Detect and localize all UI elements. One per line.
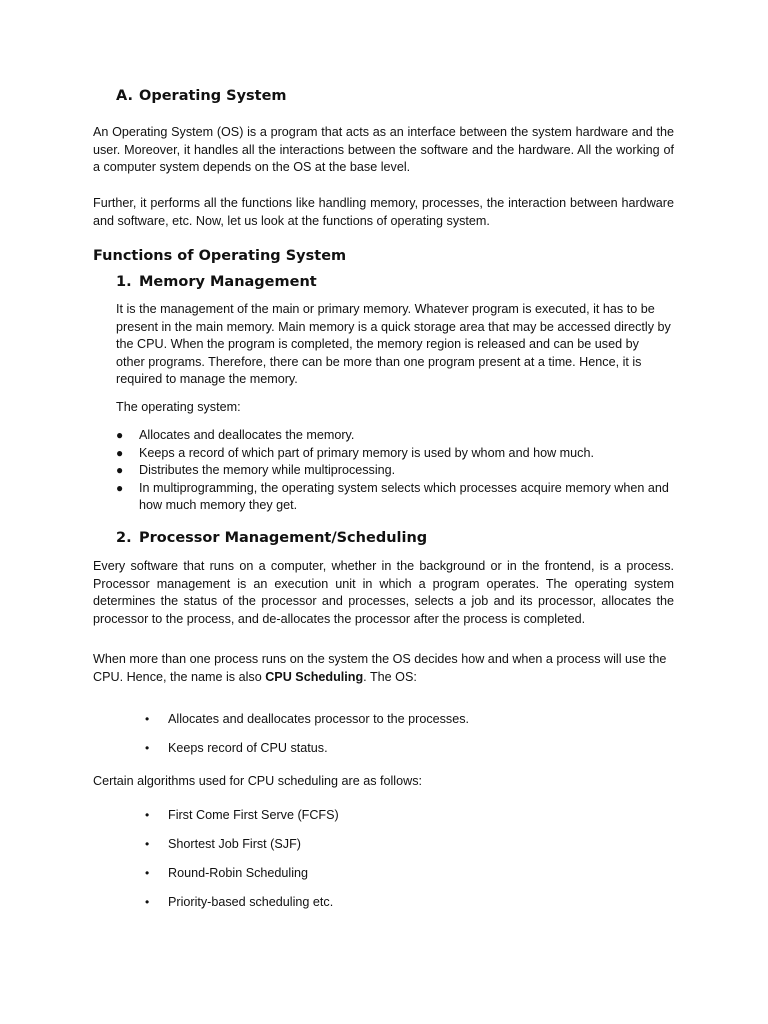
bullet-icon: ● [116,480,124,495]
bullet-icon: • [145,837,150,852]
algorithms-intro: Certain algorithms used for CPU scheduling are as follows: [93,774,422,788]
bullet-icon: • [145,866,150,881]
list-item: • Allocates and deallocates processor to the processes. [168,711,668,729]
list-item: ● In multiprogramming, the operating system selects which processes acquire memory when and how much memory they get. [116,480,669,513]
memory-paragraph: It is the management of the main or primary memory. Whatever program is executed, it has to be present in the main memory. Main memory is a quick storage area that may be accessed directly by the CPU. When the program is completed, the memory region is released and can be used by other programs. Therefore, there can be more than one program present at a time. Hence, it is required to manage the memory. [116,302,671,387]
bullet-icon: • [145,741,150,756]
memory-number: 1. [116,274,132,290]
list-item: • First Come First Serve (FCFS) [168,807,668,825]
algorithms-bullet-list [145,807,668,923]
section-a-title: Operating System [139,88,287,104]
memory-heading [116,274,317,290]
bullet-icon: ● [116,428,124,442]
bullet-icon: ● [116,463,124,478]
processor-paragraph-2: When more than one process runs on the system the OS decides how and when a process will use the CPU. Hence, the name is also CPU Scheduling. The OS: [93,652,667,684]
list-item: ● Allocates and deallocates the memory. [139,427,674,445]
processor-paragraph-1: Every software that runs on a computer, whether in the background or in the frontend, is a process. Processor management is an execution unit in which a program operates. The operating system determines the status of the processor and processes, selects a job and its processor, allocates the processor to the process, and de-allocates the processor after the process is completed. [93,559,674,626]
functions-heading: Functions of Operating System [93,248,347,264]
intro-paragraph-2: Further, it performs all the functions like handling memory, processes, the interaction between hardware and software, etc. Now, let us look at the functions of operating system. [93,196,674,228]
section-a-heading [116,88,287,104]
list-item: • Priority-based scheduling etc. [168,894,668,912]
memory-bullet-list [116,427,674,515]
intro-paragraph-1: An Operating System (OS) is a program that acts as an interface between the system hardware and the user. Moreover, it handles all the interactions between the software and the hardware. All the working of a computer system depends on the OS at the base level. [93,125,674,175]
processor-title: Processor Management/Scheduling [139,530,428,546]
processor-bullet-list [145,711,668,769]
list-item: • Round-Robin Scheduling [168,865,668,883]
cpu-scheduling-term: CPU Scheduling [265,669,364,684]
processor-heading [116,530,427,546]
section-a-number: A. [116,88,133,104]
list-item: ● Distributes the memory while multiprocessing. [139,462,674,480]
bullet-icon: • [145,712,150,726]
processor-number: 2. [116,530,132,546]
list-item: • Shortest Job First (SJF) [168,836,668,854]
memory-intro: The operating system: [116,400,241,414]
memory-title: Memory Management [139,274,317,290]
bullet-icon: ● [116,445,124,460]
list-item: ● Keeps a record of which part of primary memory is used by whom and how much. [139,445,674,463]
bullet-icon: • [145,895,150,910]
list-item: • Keeps record of CPU status. [168,740,668,758]
bullet-icon: • [145,808,150,822]
